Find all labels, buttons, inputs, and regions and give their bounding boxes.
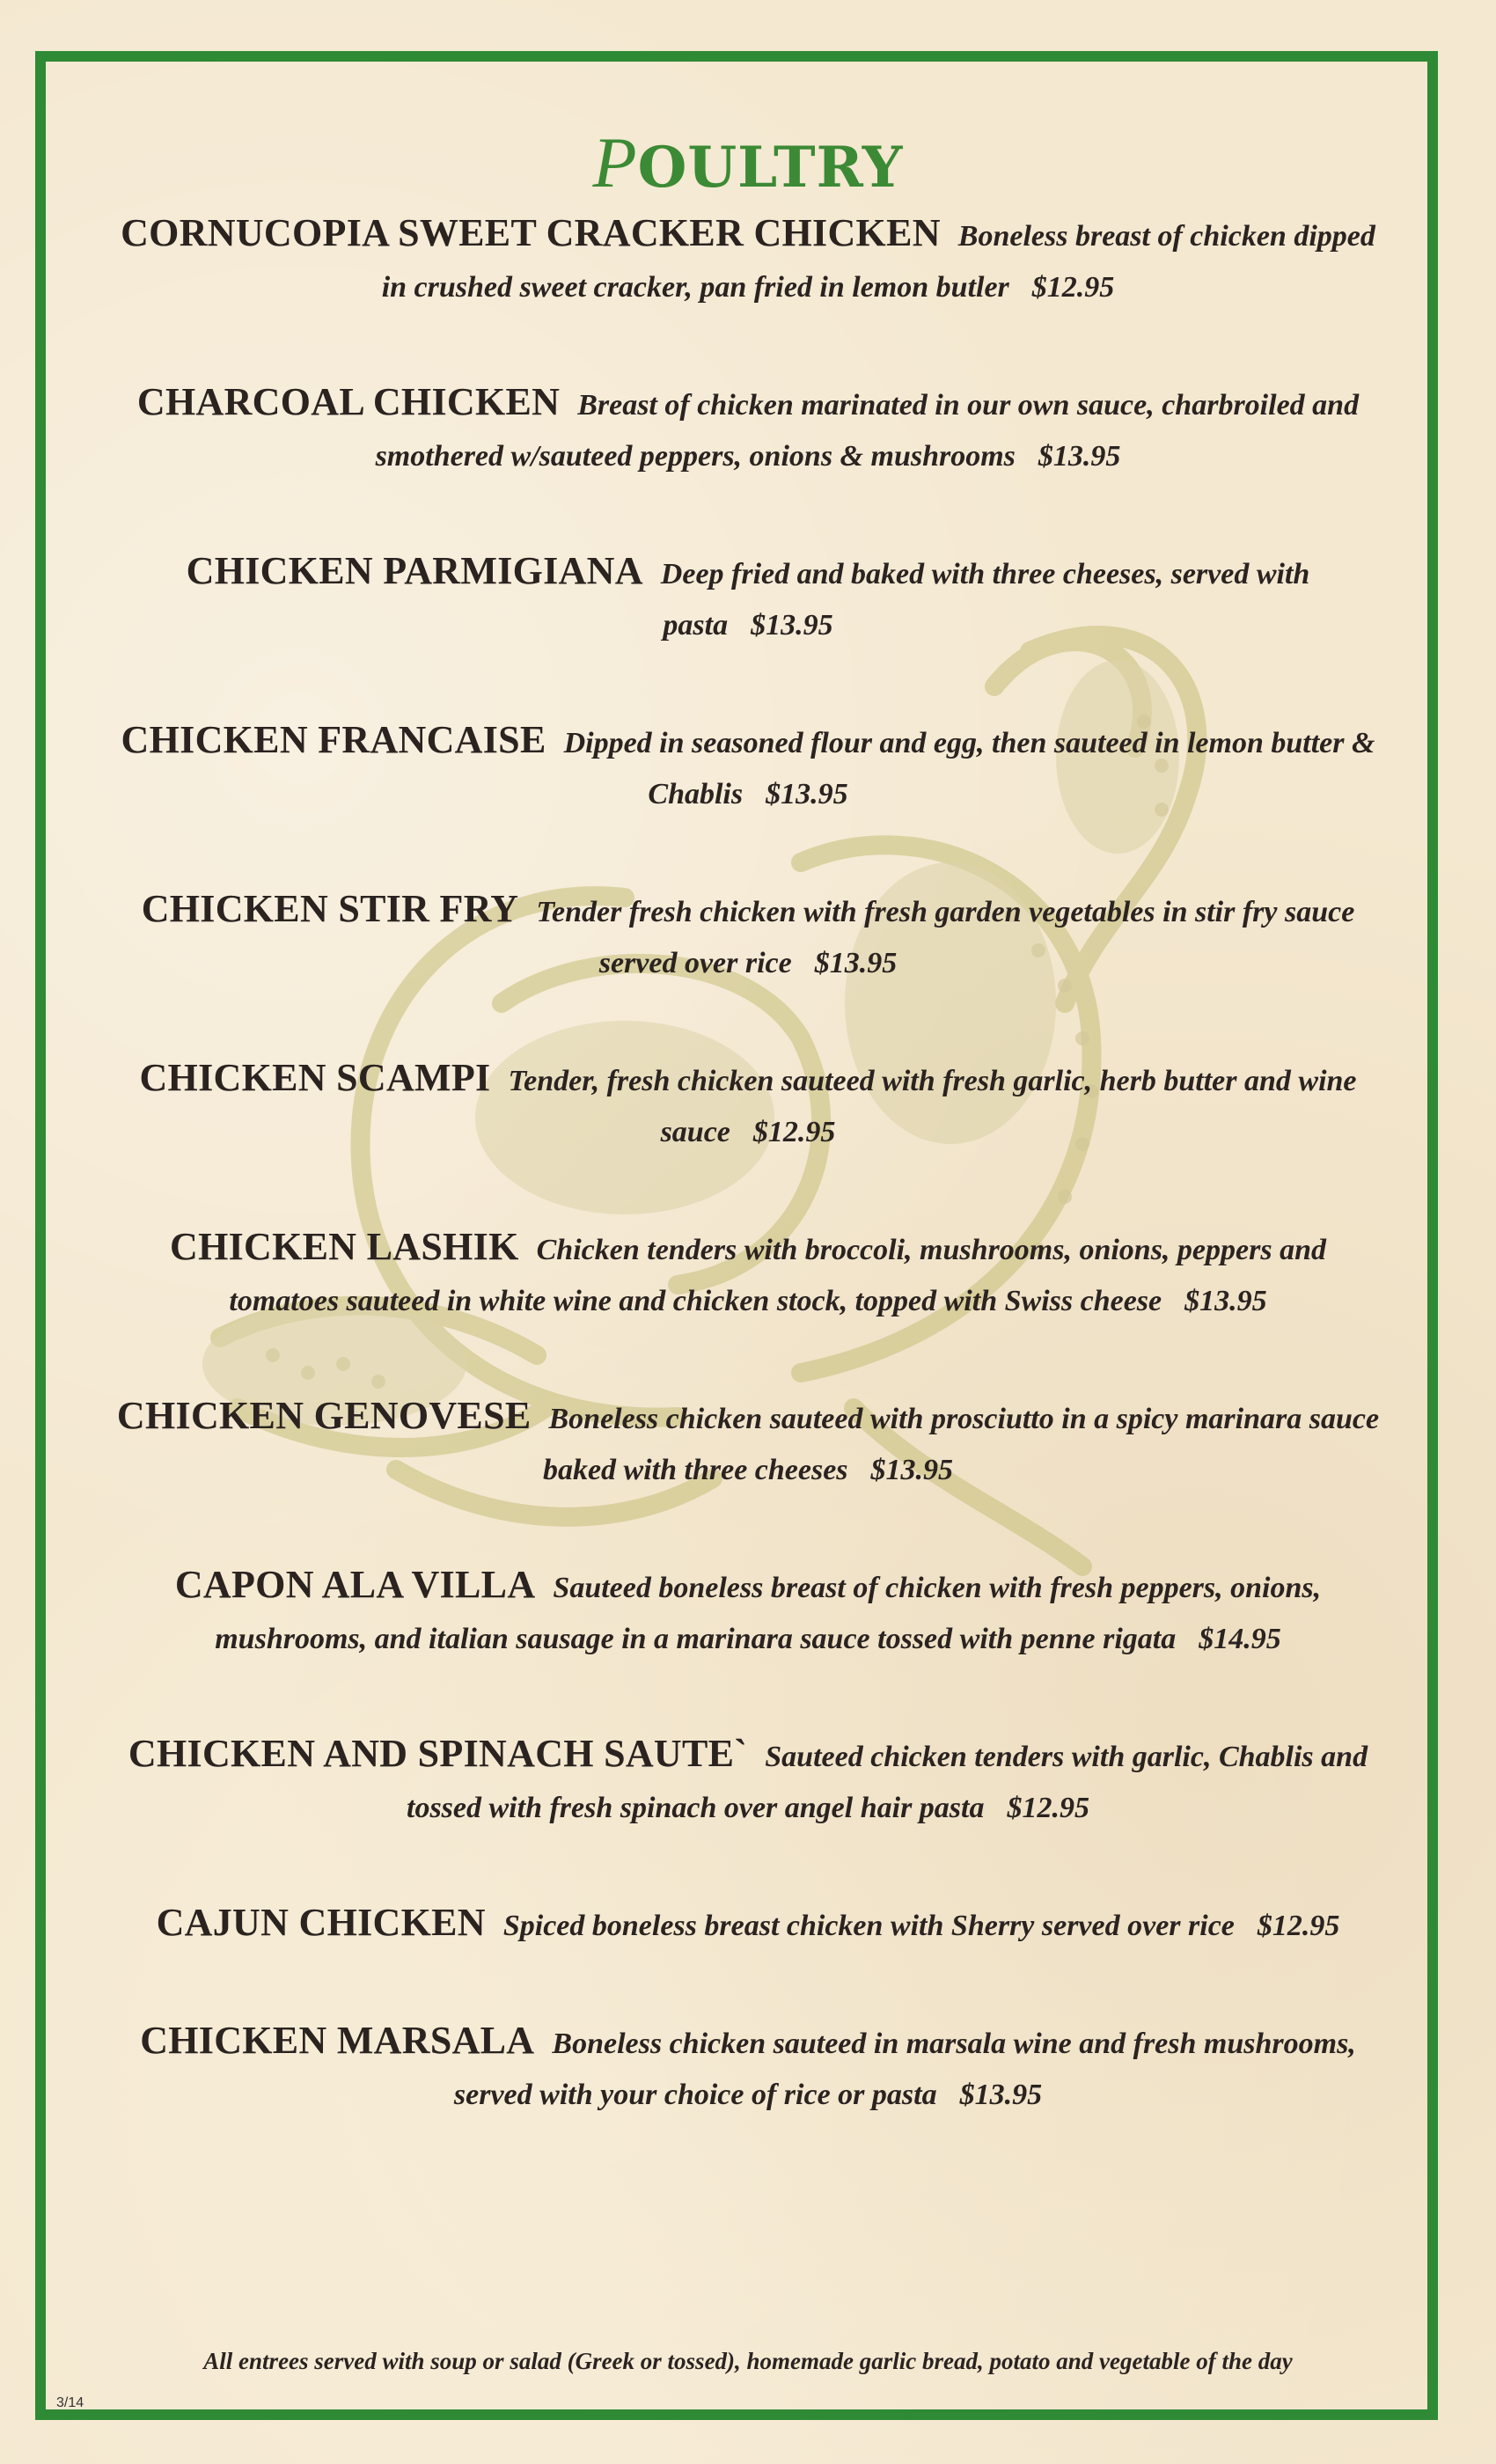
menu-item — [114, 1052, 1382, 1158]
section-title-initial: P — [592, 122, 638, 202]
footer-note: All entrees served with soup or salad (Greek or tossed), homemade garlic bread, potato and vegetable of the day — [203, 2348, 1293, 2374]
menu-item-description: Deep fried and baked with three cheeses, served with pasta — [660, 558, 1310, 642]
menu-item-price: $13.95 — [751, 609, 833, 642]
menu-item-description: Sauteed boneless breast of chicken with fresh peppers, onions, mushrooms, and italian sausage in a marinara sauce tossed with penne rigata — [215, 1572, 1322, 1655]
menu-item-description: Boneless breast of chicken dipped in crushed sweet cracker, pan fried in lemon butler — [381, 220, 1375, 304]
menu-item-name: CHICKEN STIR FRY — [141, 887, 519, 930]
menu-item — [114, 715, 1382, 820]
menu-item-price: $13.95 — [1038, 440, 1121, 473]
menu-item-description: Tender fresh chicken with fresh garden vegetables in stir fry sauce served over rice — [536, 896, 1355, 979]
menu-item — [114, 1221, 1382, 1327]
menu-item — [114, 2015, 1382, 2121]
menu-item-price: $13.95 — [814, 947, 898, 979]
menu-item-price: $13.95 — [959, 2079, 1043, 2111]
menu-item-description: Boneless chicken sauteed with prosciutto in a spicy marinara sauce baked with three cheeses — [542, 1403, 1380, 1486]
menu-item-description: Tender, fresh chicken sauteed with fresh garlic, herb butter and wine sauce — [508, 1065, 1357, 1148]
version-date: 3/14 — [56, 2395, 84, 2410]
menu-item-price: $13.95 — [1184, 1285, 1267, 1317]
menu-item-name: CHICKEN MARSALA — [140, 2019, 535, 2062]
menu-content — [114, 123, 1382, 2184]
menu-item — [114, 377, 1382, 482]
menu-item-description: Boneless chicken sauteed in marsala wine and fresh mushrooms, served with your choice of rice or pasta — [453, 2028, 1356, 2111]
menu-item-name: CHICKEN AND SPINACH SAUTE` — [128, 1732, 748, 1775]
section-title — [114, 123, 1382, 202]
menu-item-name: CHICKEN SCAMPI — [139, 1056, 491, 1099]
menu-item-description: Breast of chicken marinated in our own sauce, charbroiled and smothered w/sauteed peppers, onions & mushrooms — [375, 389, 1360, 473]
menu-item — [114, 884, 1382, 989]
menu-item — [114, 1897, 1382, 1952]
menu-item-name: CAPON ALA VILLA — [174, 1563, 536, 1606]
menu-item-name: CHICKEN LASHIK — [170, 1225, 519, 1268]
menu-item-name: CHICKEN GENOVESE — [116, 1394, 532, 1437]
menu-item — [114, 1390, 1382, 1496]
menu-item-name: CHICKEN FRANCAISE — [121, 718, 546, 761]
menu-item-list — [114, 208, 1382, 2121]
menu-item-price: $12.95 — [1257, 1910, 1340, 1942]
menu-item-name: CHARCOAL CHICKEN — [136, 380, 561, 423]
menu-item-price: $13.95 — [870, 1454, 954, 1486]
menu-item-description: Sauteed chicken tenders with garlic, Chablis and tossed with fresh spinach over angel hair pasta — [407, 1741, 1368, 1824]
menu-item — [114, 1559, 1382, 1665]
section-title-rest: OULTRY — [637, 135, 904, 201]
menu-item-description: Spiced boneless breast chicken with Sherry served over rice — [502, 1910, 1235, 1942]
menu-item-name: CAJUN CHICKEN — [156, 1901, 486, 1944]
menu-item-price: $12.95 — [1007, 1792, 1089, 1824]
menu-item-description: Dipped in seasoned flour and egg, then sauteed in lemon butter & Chablis — [563, 727, 1375, 810]
menu-item-price: $12.95 — [752, 1116, 836, 1148]
menu-item-price: $13.95 — [766, 778, 848, 810]
menu-item-name: CORNUCOPIA SWEET CRACKER CHICKEN — [121, 211, 941, 254]
menu-item-price: $12.95 — [1031, 271, 1115, 304]
menu-item — [114, 208, 1382, 313]
menu-item-price: $14.95 — [1199, 1623, 1281, 1655]
menu-item-description: Chicken tenders with broccoli, mushrooms, onions, peppers and tomatoes sauteed in white wine and chicken stock, topped with Swiss cheese — [229, 1234, 1326, 1317]
menu-item-name: CHICKEN PARMIGIANA — [186, 549, 643, 592]
menu-item — [114, 546, 1382, 651]
menu-item — [114, 1728, 1382, 1834]
